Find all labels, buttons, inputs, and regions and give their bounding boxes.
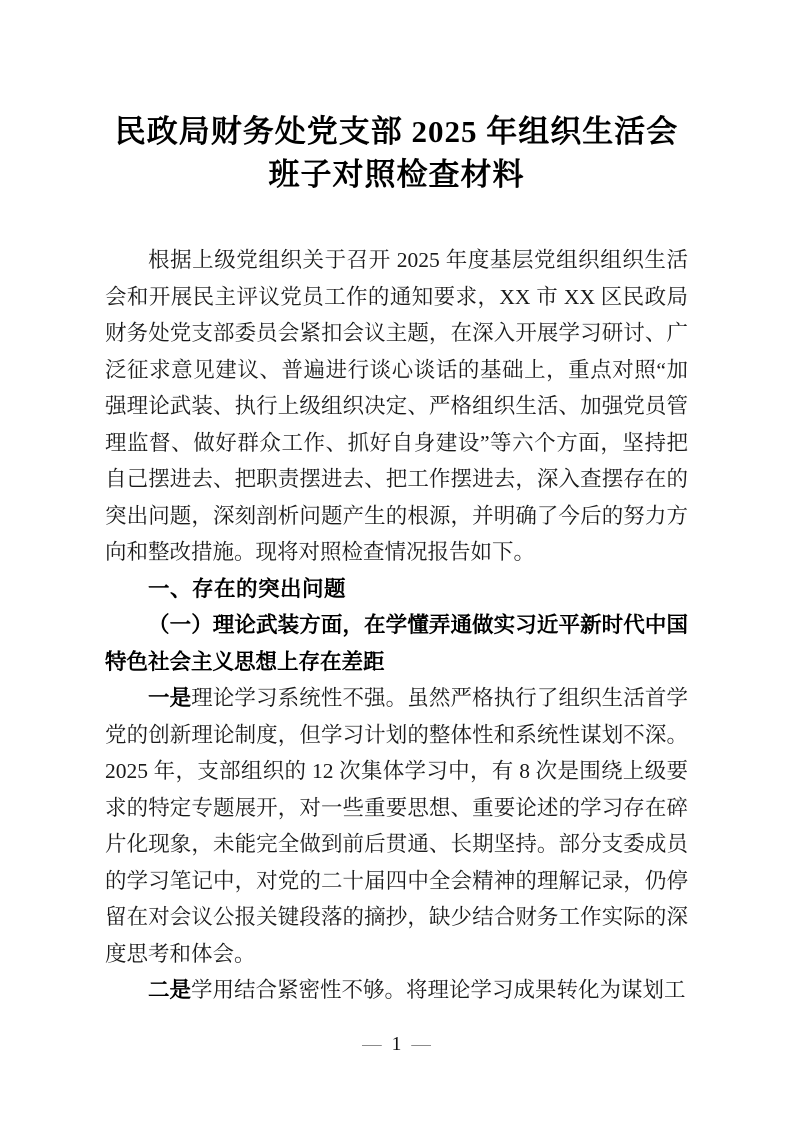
section-heading-problems: 一、存在的突出问题 (148, 576, 347, 601)
item-paragraph-2 (105, 972, 688, 1009)
item-2-lead: 二是 (148, 978, 192, 1002)
subsection-heading-theory-armament: （一）理论武装方面，在学懂弄通做实习近平新时代中国特色社会主义思想上存在差距 (105, 613, 688, 674)
item-2-text: 学用结合紧密性不够。将理论学习成果转化为谋划工 (191, 978, 686, 1002)
intro-paragraph: 根据上级党组织关于召开 2025 年度基层党组织组织生活会和开展民主评议党员工作的通知要求，XX 市 XX 区民政局财务处党支部委员会紧扣会议主题，在深入开展学习研讨、广泛征求意见建议、普遍进行谈心谈话的基础上，重点对照“加强理论武装、执行上级组织决定、严格组织生活、加强党员管理监督、做好群众工作、抓好自身建设”等六个方面，坚持把自己摆进去、把职责摆进去、把工作摆进去，深入查摆存在的突出问题，深刻剖析问题产生的根源，并明确了今后的努力方向和整改措施。现将对照检查情况报告如下。 (105, 248, 688, 564)
page-title (105, 110, 688, 196)
title-line-2: 班子对照检查材料 (268, 157, 525, 192)
document-body (105, 242, 688, 1009)
page-number-dash-right: — (411, 1034, 431, 1055)
item-1-text: 理论学习系统性不强。虽然严格执行了组织生活首学党的创新理论制度，但学习计划的整体性和系统性谋划不深。2025 年，支部组织的 12 次集体学习中，有 8 次是围绕上级要求的特定专题展开，对一些重要思想、重要论述的学习存在碎片化现象，未能完全做到前后贯通、长期坚持。部分支委成员的学习笔记中，对党的二十届四中全会精神的理解记录，仍停留在对会议公报关键段落的摘抄，缺少结合财务工作实际的深度思考和体会。 (105, 686, 688, 966)
page-footer (0, 1034, 793, 1056)
item-1-lead: 一是 (148, 686, 192, 710)
item-paragraph-1 (105, 680, 688, 972)
document-content (105, 110, 688, 1009)
page-number-dash-left: — (362, 1034, 382, 1055)
title-line-1: 民政局财务处党支部 2025 年组织生活会 (114, 114, 679, 149)
page-number: 1 (391, 1034, 402, 1055)
